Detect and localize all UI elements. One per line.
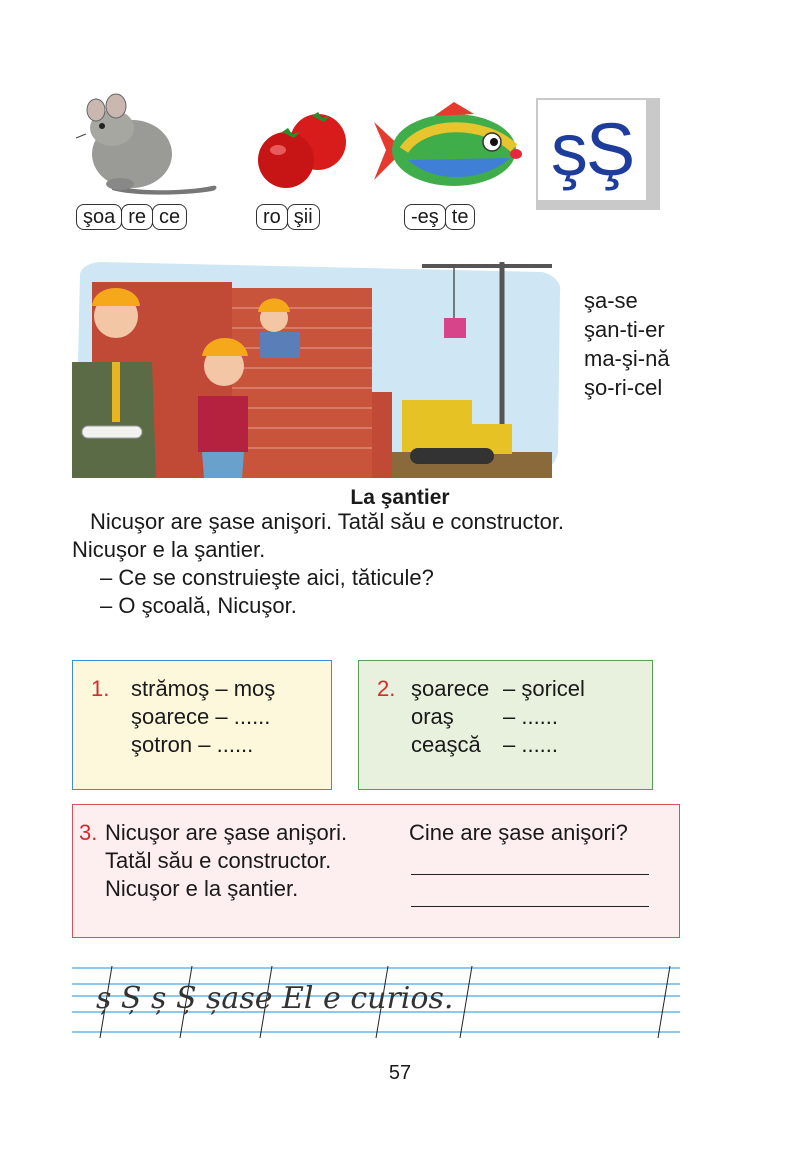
answer-line[interactable] <box>411 905 649 907</box>
letter-card-text: şŞ <box>536 98 648 202</box>
exercise-row <box>411 731 585 759</box>
syllable: ro <box>256 204 288 230</box>
syllable-word: şa-se <box>584 288 638 313</box>
exercise-row-left: şoarece <box>411 676 490 701</box>
letter-card <box>536 98 660 210</box>
syllable-word: şan-ti-er <box>584 317 665 342</box>
exercise-row: şotron – ...... <box>131 732 254 757</box>
syllable-word: şo-ri-cel <box>584 375 663 400</box>
syllable: ce <box>152 204 187 230</box>
syllable-word: ma-şi-nă <box>584 346 670 371</box>
word-fish-syllables <box>404 204 474 230</box>
exercise-number: 2. <box>377 676 396 701</box>
answer-line[interactable] <box>411 873 649 875</box>
exercise-row <box>411 675 585 703</box>
exercise-sentence: Tatăl său e constructor. <box>105 848 332 873</box>
exercise-2-box <box>358 660 653 790</box>
word-tomatoes-syllables <box>256 204 319 230</box>
syllable: te <box>445 204 476 230</box>
exercise-row: strămoş – moş <box>131 676 276 701</box>
exercise-row: şoarece – ...... <box>131 704 271 729</box>
syllable: -eş <box>404 204 446 230</box>
story-line: Nicuşor e la şantier. <box>72 537 266 562</box>
story-dialogue-line: – O şcoală, Nicuşor. <box>100 593 297 618</box>
page-number: 57 <box>388 1062 412 1084</box>
exercise-sentence: Nicuşor e la şantier. <box>105 876 299 901</box>
construction-site-illustration <box>72 252 568 482</box>
syllable-list <box>584 286 670 402</box>
story-title: La şantier <box>350 486 450 509</box>
word-mouse-syllables <box>76 204 186 230</box>
exercise-sentence: Nicuşor are şase anişori. <box>105 820 348 845</box>
syllable: re <box>121 204 153 230</box>
handwriting-text: ș Ș ș Ș șase El e curios. <box>96 981 454 1016</box>
exercise-question: Cine are şase anişori? <box>409 820 628 845</box>
handwriting-practice-lines <box>72 962 680 1042</box>
exercise-row-right: – ...... <box>503 732 559 757</box>
exercise-1-box <box>72 660 332 790</box>
syllable: şii <box>287 204 320 230</box>
story-line: Nicuşor are şase anişori. Tatăl său e constructor. <box>90 509 565 534</box>
exercise-row-left: oraş <box>411 704 454 729</box>
exercise-number: 3. <box>79 820 98 845</box>
tomatoes-illustration <box>252 110 352 190</box>
exercise-3-box <box>72 804 680 938</box>
story-text <box>72 508 712 620</box>
syllable: şoa <box>76 204 122 230</box>
mouse-illustration <box>72 92 222 204</box>
exercise-number: 1. <box>91 676 110 701</box>
story-dialogue-line: – Ce se construieşte aici, tăticule? <box>100 565 434 590</box>
exercise-row-right: – ...... <box>503 704 559 729</box>
exercise-row <box>411 703 585 731</box>
exercise-row-right: – şoricel <box>503 676 585 701</box>
exercise-row-left: ceaşcă <box>411 732 481 757</box>
fish-illustration <box>364 100 524 200</box>
